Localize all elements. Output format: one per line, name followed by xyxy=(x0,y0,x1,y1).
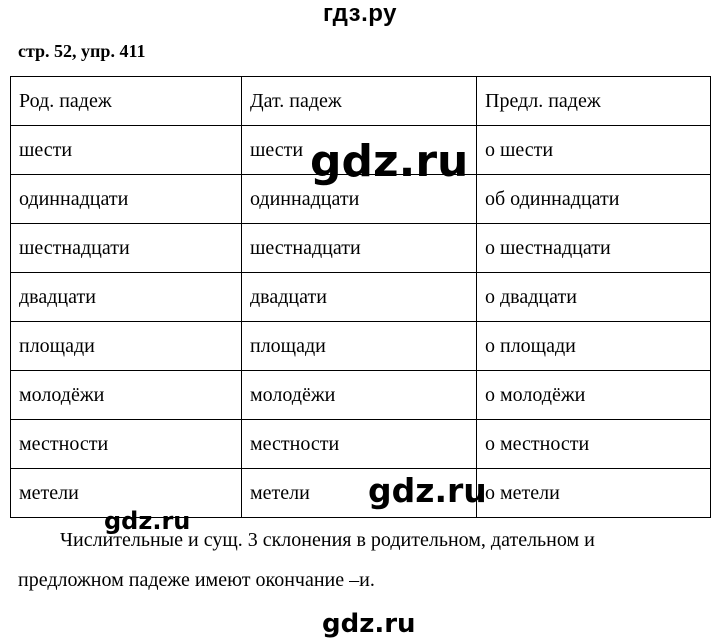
cell-genitive: шестнадцати xyxy=(11,224,242,273)
cell-dative: молодёжи xyxy=(242,371,477,420)
cell-prepositional: о молодёжи xyxy=(477,371,711,420)
header-prepositional: Предл. падеж xyxy=(477,77,711,126)
cell-genitive: метели xyxy=(11,469,242,518)
table-row xyxy=(11,224,711,273)
header-dative: Дат. падеж xyxy=(242,77,477,126)
cell-dative: метели xyxy=(242,469,477,518)
table-row xyxy=(11,371,711,420)
watermark: gdz.ru xyxy=(368,471,487,510)
cell-prepositional: о местности xyxy=(477,420,711,469)
cell-prepositional: об одиннадцати xyxy=(477,175,711,224)
cell-prepositional: о площади xyxy=(477,322,711,371)
cell-dative: шестнадцати xyxy=(242,224,477,273)
cell-genitive: молодёжи xyxy=(11,371,242,420)
watermark: gdz.ru xyxy=(322,609,416,639)
cell-genitive: одиннадцати xyxy=(11,175,242,224)
table-row xyxy=(11,273,711,322)
page-heading: стр. 52, упр. 411 xyxy=(18,41,146,61)
cell-genitive: площади xyxy=(11,322,242,371)
cell-genitive: шести xyxy=(11,126,242,175)
watermark: gdz.ru xyxy=(310,136,469,187)
cell-genitive: двадцати xyxy=(11,273,242,322)
cell-prepositional: о двадцати xyxy=(477,273,711,322)
cell-prepositional: о шести xyxy=(477,126,711,175)
cell-dative: местности xyxy=(242,420,477,469)
cell-dative: шести xyxy=(242,126,477,175)
watermark: gdz.ru xyxy=(104,507,191,535)
header-genitive: Род. падеж xyxy=(11,77,242,126)
cell-dative: площади xyxy=(242,322,477,371)
table-header-row xyxy=(11,77,711,126)
site-title: гдз.ру xyxy=(323,0,397,27)
cell-dative: двадцати xyxy=(242,273,477,322)
cell-prepositional: о метели xyxy=(477,469,711,518)
table-row xyxy=(11,420,711,469)
cell-prepositional: о шестнадцати xyxy=(477,224,711,273)
cell-dative: одиннадцати xyxy=(242,175,477,224)
rule-note-line-1: Числительные и сущ. 3 склонения в родительном, дательном и xyxy=(60,529,595,551)
rule-note-line-2: предложном падеже имеют окончание –и. xyxy=(18,569,375,591)
table-row xyxy=(11,322,711,371)
cell-genitive: местности xyxy=(11,420,242,469)
